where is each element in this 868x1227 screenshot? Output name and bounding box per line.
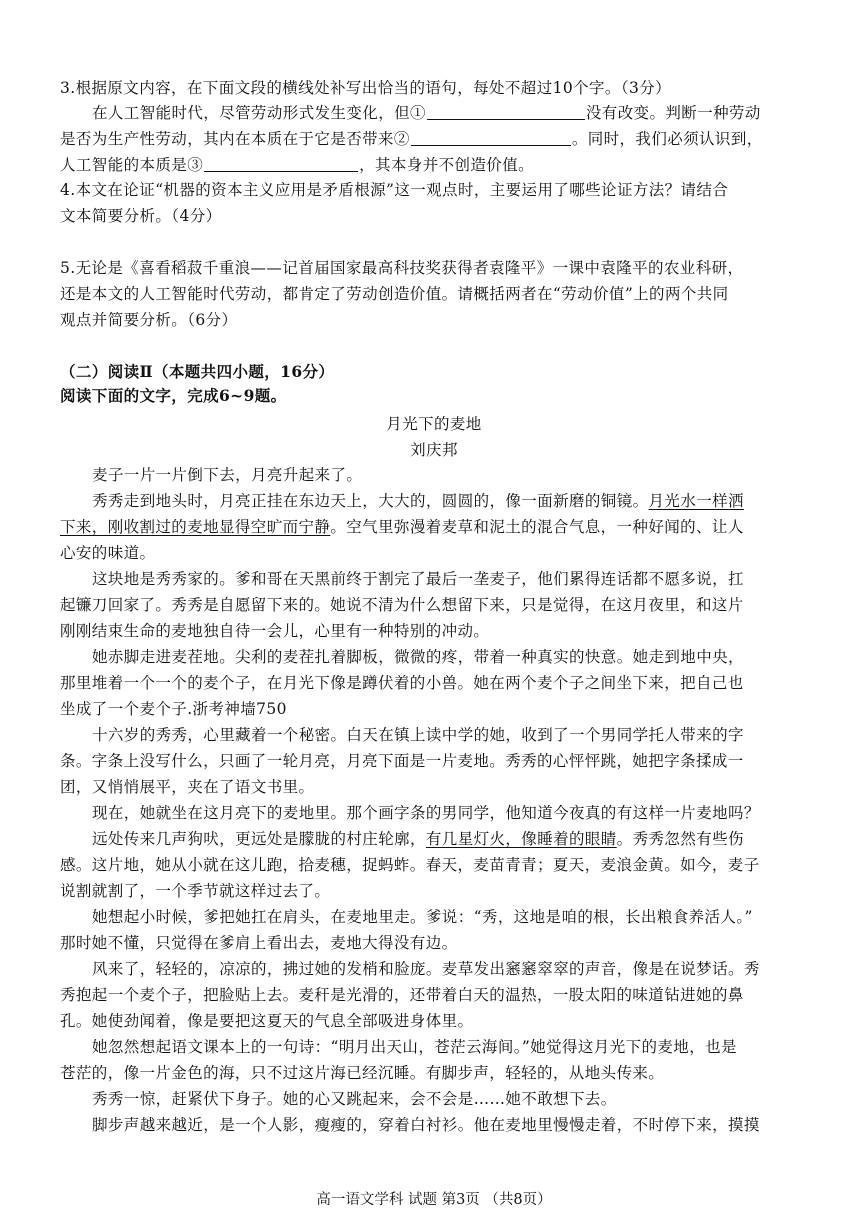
paragraph-line: 起镰刀回家了。秀秀是自愿留下来的。她说不清为什么想留下来，只是觉得，在这月夜里，和这片 — [60, 596, 744, 614]
paragraph-line: 那里堆着一个一个的麦个子，在月光下像是蹲伏着的小兽。她在两个麦个子之间坐下来，把自己也 — [60, 674, 744, 692]
paragraph-line: 脚步声越来越近，是一个人影，瘦瘦的，穿着白衬衫。他在麦地里慢慢走着，不时停下来，摸摸 — [92, 1116, 760, 1134]
paragraph-line: 她忽然想起语文课本上的一句诗：“明月出天山，苍茫云海间。”她觉得这月光下的麦地，也是 — [92, 1038, 737, 1056]
question-3-text: 。同时，我们必须认识到， — [571, 130, 763, 148]
question-3-text: 是否为生产性劳动，其内在本质在于它是否带来② — [60, 130, 410, 148]
paragraph-text: 。秀秀忽然有些伤 — [616, 830, 744, 848]
page-footer: 高一语文学科 试题 第3页 （共8页） — [316, 1192, 552, 1208]
paragraph-line: 十六岁的秀秀，心里藏着一个秘密。白天在镇上读中学的她，收到了一个男同学托人带来的字 — [92, 726, 744, 744]
paragraph-text: 远处传来几声狗吠，更远处是朦胧的村庄轮廓， — [92, 830, 426, 848]
question-4-line-2: 文本简要分析。（4分） — [60, 207, 222, 225]
paragraph-line: 那时她不懂，只觉得在爹肩上看出去，麦地大得没有边。 — [60, 934, 458, 952]
paragraph-line: 感。这片地，她从小就在这儿跑，拾麦穗，捉蚂蚱。春天，麦苗青青；夏天，麦浪金黄。如今，麦子 — [60, 856, 760, 874]
answer-blank-2[interactable] — [411, 144, 571, 146]
paragraph-line — [92, 491, 744, 511]
answer-blank-1[interactable] — [427, 118, 585, 120]
paragraph-line: 孔。她使劲闻着，像是要把这夏天的气息全部吸进身体里。 — [60, 1012, 474, 1030]
paragraph-line: 她想起小时候，爹把她扛在肩头，在麦地里走。爹说：“秀，这地是咱的根，长出粮食养活人。” — [92, 908, 753, 926]
question-3-line-2 — [60, 129, 763, 149]
paragraph-text: 。空气里弥漫着麦草和泥土的混合气息，一种好闻的、让人 — [330, 518, 744, 536]
paragraph-line: 苍茫的，像一片金色的海，只不过这片海已经沉睡。有脚步声，轻轻的，从地头传来。 — [60, 1064, 665, 1082]
paragraph-line: 团，又悄悄展平，夹在了语文书里。 — [60, 778, 315, 796]
article-title: 月光下的麦地 — [386, 415, 482, 433]
paragraph-line: 说割就割了，一个季节就这样过去了。 — [60, 882, 331, 900]
question-3-stem: 3.根据原文内容，在下面文段的横线处补写出恰当的语句，每处不超过10个字。（3分） — [60, 79, 672, 97]
paragraph-line: 坐成了一个麦个子.浙考神墙750 — [60, 700, 287, 718]
question-3-line-3 — [60, 155, 534, 175]
paragraph-line: 现在，她就坐在这月亮下的麦地里。那个画字条的男同学，他知道今夜真的有这样一片麦地吗？ — [92, 804, 760, 822]
paragraph-line: 麦子一片一片倒下去，月亮升起来了。 — [92, 466, 363, 484]
paragraph-line: 这块地是秀秀家的。爹和哥在天黑前终于割完了最后一垄麦子，他们累得连话都不愿多说，扛 — [92, 570, 744, 588]
question-3-text: ，其本身并不创造价值。 — [359, 156, 535, 174]
question-5-line-3: 观点并简要分析。（6分） — [60, 311, 238, 329]
paragraph-line: 秀抱起一个麦个子，把脸贴上去。麦秆是光滑的，还带着白天的温热，一股太阳的味道钻进她的鼻 — [60, 986, 744, 1004]
section-instruction: 阅读下面的文字，完成6~9题。 — [60, 386, 287, 405]
paragraph-line: 风来了，轻轻的，凉凉的，拂过她的发梢和脸庞。麦草发出窸窸窣窣的声音，像是在说梦话。秀 — [92, 960, 760, 978]
question-5-line-1: 5.无论是《喜看稻菽千重浪——记首届国家最高科技奖获得者袁隆平》一课中袁隆平的农业科研， — [60, 259, 744, 277]
question-3-text: 在人工智能时代，尽管劳动形式发生变化，但① — [92, 104, 426, 122]
paragraph-line — [92, 829, 744, 849]
paragraph-line: 刚刚结束生命的麦地独自待一会儿，心里有一种特别的冲动。 — [60, 622, 490, 640]
question-3-text: 没有改变。判断一种劳动 — [585, 104, 761, 122]
section-heading: （二）阅读Ⅱ（本题共四小题，16分） — [60, 362, 335, 381]
paragraph-line: 秀秀一惊，赶紧伏下身子。她的心又跳起来，会不会是……她不敢想下去。 — [92, 1090, 617, 1108]
paragraph-text: 秀秀走到地头时，月亮正挂在东边天上，大大的，圆圆的，像一面新磨的铜镜。 — [92, 492, 649, 510]
question-3-text: 人工智能的本质是③ — [60, 156, 204, 174]
article-author: 刘庆邦 — [410, 441, 458, 459]
answer-blank-3[interactable] — [204, 170, 358, 172]
paragraph-line: 她赤脚走进麦茬地。尖利的麦茬扎着脚板，微微的疼，带着一种真实的快意。她走到地中央， — [92, 648, 744, 666]
underlined-sentence: 有几星灯火，像睡着的眼睛 — [425, 830, 617, 848]
underlined-sentence: 月光水一样洒 — [648, 492, 744, 510]
underlined-sentence: 下来，刚收割过的麦地显得空旷而宁静 — [60, 518, 331, 536]
paragraph-line: 心安的味道。 — [60, 544, 156, 562]
question-5-line-2: 还是本文的人工智能时代劳动，都肯定了劳动创造价值。请概括两者在“劳动价值”上的两个共同 — [60, 285, 729, 303]
question-3-line-1 — [92, 103, 761, 123]
paragraph-line — [60, 517, 744, 537]
question-4-line-1: 4.本文在论证“机器的资本主义应用是矛盾根源”这一观点时，主要运用了哪些论证方法？请结合 — [60, 181, 729, 199]
paragraph-line: 条。字条上没写什么，只画了一轮月亮，月亮下面是一片麦地。秀秀的心怦怦跳，她把字条揉成一 — [60, 752, 744, 770]
